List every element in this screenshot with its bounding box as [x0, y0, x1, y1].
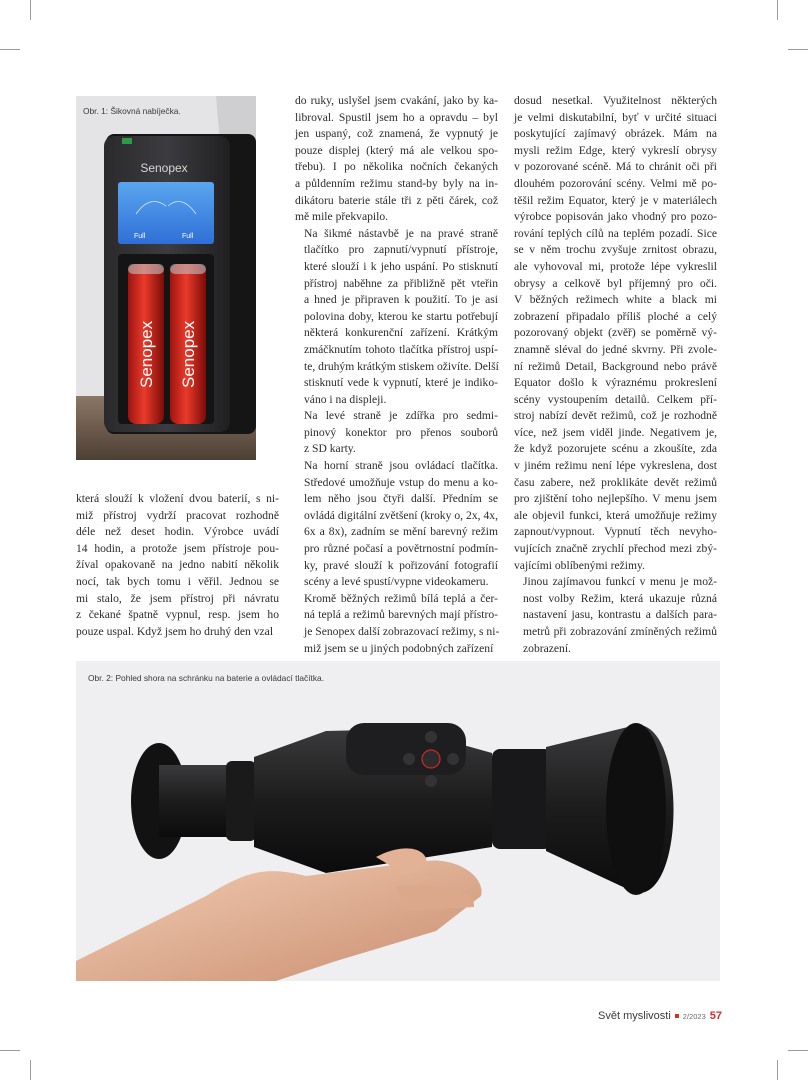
text-line: te, druhým krátkým stiskem oživíte. Delší	[304, 359, 499, 373]
text-line: Jinou zajímavou funkcí v menu je mož-	[523, 575, 717, 589]
paragraph	[295, 458, 498, 591]
crop-mark	[0, 49, 20, 50]
text-line: pouze displej (který má ale velkou spo-	[295, 143, 498, 157]
text-line: výrobce popisován jako vhodný pro pozo-	[514, 210, 717, 224]
text-line: pinový konektor pro přenos souborů	[304, 425, 498, 439]
text-column-3	[514, 93, 717, 657]
text-line: mysli režim Edge, který vykreslí obrysy	[514, 143, 717, 157]
magazine-name: Svět myslivosti	[598, 1010, 671, 1022]
text-line: ní režimů Detail, Background nebo právě	[514, 359, 717, 373]
text-line: pozorovaný objekt (zvěř) se poměrně vý-	[514, 326, 717, 340]
text-line: polovina doby, kterou ke startu potřebují	[304, 309, 498, 323]
figure-1-caption: Obr. 1: Šikovná nabíječka.	[83, 106, 181, 116]
text-line: zobrazení připadalo příliš ploché a celý	[514, 309, 717, 323]
text-line: nastavení jasu, kontrastu a dalších para-	[523, 608, 717, 622]
text-line: pouze uspal. Když jsem ho druhý den vzal	[76, 624, 274, 638]
text-line: tlačítko pro zapnutí/vypnutí přístroje,	[304, 243, 498, 257]
text-line: vajícími oblíbenými režimy.	[514, 558, 645, 572]
text-line: ky, pravé slouží k pořizování fotografií	[304, 558, 498, 572]
text-line: Equator došlo k výraznému prokreslení	[514, 376, 717, 390]
battery-left-label: Senopex	[137, 320, 156, 388]
crop-mark	[788, 49, 808, 50]
page-number: 57	[709, 1010, 722, 1022]
text-line: libroval. Spustil jsem ho a opravdu – byl	[295, 110, 498, 124]
text-line: V běžných režimech white a black mi	[514, 293, 717, 307]
text-line: z čekané špatně vypnul, resp. jsem ho	[76, 608, 279, 622]
charger-illustration	[76, 96, 256, 460]
crop-mark	[777, 1060, 778, 1080]
text-line: mi stalo, že jsem přístroj při návratu	[76, 591, 279, 605]
text-line: žíval opakovaně na jedno nabití několik	[76, 558, 279, 572]
figure-2-caption: Obr. 2: Pohled shora na schránku na baterie a ovládací tlačítka.	[88, 673, 325, 683]
text-line: lem něho jsou čtyři další. Předním se	[304, 492, 498, 506]
crop-mark	[0, 1050, 20, 1051]
text-line: Kromě běžných režimů bílá teplá a čer-	[304, 591, 498, 605]
text-line: Středové umožňuje vstup do menu a ko-	[304, 475, 498, 489]
text-line: do ruky, uslyšel jsem cvakání, jako by ka-	[295, 94, 498, 107]
figure-2-scope-photo	[76, 661, 720, 981]
paragraph	[295, 591, 498, 657]
display-right-status: Full	[182, 233, 194, 240]
paragraph	[514, 574, 717, 657]
text-column-1	[76, 491, 279, 640]
text-line: z SD karty.	[304, 442, 356, 456]
paragraph	[295, 408, 498, 458]
figure-1-charger-photo	[76, 96, 256, 460]
text-line: jen uspaný, což znamená, že vypnutý je	[295, 127, 498, 141]
text-line: která slouží k vložení dvou baterií, s ni-	[76, 492, 279, 505]
text-line: miž přístroj vydrží pracovat rozhodně	[76, 508, 279, 522]
text-line: a hned je připraven k použití. To je asi	[304, 293, 498, 307]
text-line: 6x a 8x), zadním se mění barevný režim	[304, 525, 498, 539]
text-line: některá konkurenční zařízení. Krátkým	[304, 326, 498, 340]
paragraph	[514, 93, 717, 574]
text-line: stroj nabízí devět režimů, což je rozhodně	[514, 409, 717, 423]
scope-illustration	[76, 661, 720, 981]
issue-number: 2/2023	[682, 1012, 706, 1021]
crop-mark	[30, 1060, 31, 1080]
text-line: třebu). I po několika nočních čekaných	[295, 160, 498, 174]
text-line: scény a levé spustí/vypne videokameru.	[304, 575, 489, 589]
text-line: se v něm trochu zvyšuje zrnitost obrazu,	[514, 243, 717, 257]
text-line: pro různé počasí a povětrnostní podmín-	[304, 542, 498, 556]
text-line: Na levé straně je zdířka pro sedmi-	[304, 409, 498, 423]
text-line: které slouží i k jeho uspání. Po stisknutí	[304, 259, 498, 273]
text-line: více, než jsem viděl jinde. Negativem je,	[514, 425, 717, 439]
text-line: že když pozorujete scénu a zkoušíte, zda	[514, 442, 717, 456]
text-line: váno i na displeji.	[304, 392, 387, 406]
text-line: vujících značně zrychlí přechod mezi zbý-	[514, 542, 717, 556]
text-line: dosud nesetkal. Využitelnost některých	[514, 94, 717, 107]
paragraph	[295, 226, 498, 409]
text-line: v pozorované scéně. Má to chránit oči při	[514, 160, 717, 174]
text-line: ale objevil funkci, která umožňuje režimy	[514, 508, 717, 522]
text-line: Na šikmé nástavbě je na pravé straně	[304, 226, 498, 240]
accent-square-icon	[675, 1014, 679, 1018]
text-line: ná teplá a režimů barevných mají přístro-	[304, 608, 498, 622]
paragraph	[76, 491, 279, 640]
text-line: rování teplých cílů na teplém pozadí. Sice	[514, 226, 717, 240]
battery-right-label: Senopex	[179, 320, 198, 388]
text-line: déle než deset hodin. Výrobce uvádí	[76, 525, 279, 539]
text-line: ovládá digitální zvětšení (kroky o, 2x, 4x,	[304, 508, 498, 522]
text-line: miž jsem se u jiných podobných zařízení	[304, 641, 494, 655]
text-line: zobrazení.	[523, 641, 571, 655]
text-line: pro zjištění toho nejlepšího. V menu jsem	[514, 492, 717, 506]
text-line: metrů při zobrazování zmíněných režimů	[523, 625, 717, 638]
page-footer	[598, 1010, 722, 1022]
text-line: zapnout/vypnout. Vypnutí těch nevyho-	[514, 525, 717, 539]
text-line: a půldenním režimu stand-by byly na in-	[295, 176, 498, 190]
text-line: zmáčknutím tohoto tlačítka přístroj uspí-	[304, 342, 498, 356]
display-left-status: Full	[134, 233, 146, 240]
text-line: scény vystoupením detailů. Celkem pří-	[514, 392, 717, 406]
text-line: obrysy a celkově byl příjemný pro oči.	[514, 276, 717, 290]
text-line: přístroj naběhne za přibližně pět vteřin	[304, 276, 498, 290]
crop-mark	[788, 1050, 808, 1051]
text-line: poskytující zajímavý obrázek. Mám na	[514, 127, 717, 141]
charger-brand-label: Senopex	[140, 161, 188, 175]
text-line: je velmi diskutabilní, byť v určité situaci	[514, 110, 717, 124]
text-line: 14 hodin, a protože jsem přístroje pou-	[76, 541, 279, 555]
paragraph	[295, 93, 498, 226]
text-line: nost volby Režim, která ukazuje různá	[523, 591, 717, 605]
text-line: nocí, tak bych tomu i věřil. Jednou se	[76, 574, 279, 588]
text-column-2	[295, 93, 498, 657]
text-line: těšil režim Equator, který je v materiálech	[514, 193, 717, 207]
text-line: mě mile překvapilo.	[295, 210, 389, 224]
text-line: času zabere, než proklikáte devět režimů	[514, 475, 717, 489]
crop-mark	[30, 0, 31, 20]
crop-mark	[777, 0, 778, 20]
text-line: dlouhém pozorování scény. Velmi mě po-	[514, 176, 717, 190]
text-line: stisknutí vede k vypnutí, které je indiko-	[304, 376, 498, 390]
text-line: dikátoru baterie stále tři z pěti čárek, což	[295, 193, 498, 207]
text-line: znamně sléval do jedné skvrny. Při zvole-	[514, 342, 717, 356]
text-line: v jiném režimu není lépe vykreslena, dost	[514, 459, 717, 473]
text-line: ale vyhovoval mi, protože lépe vykreslil	[514, 259, 717, 273]
text-line: je Senopex další zobrazovací režimy, s ni-	[304, 625, 500, 638]
text-line: Na horní straně jsou ovládací tlačítka.	[304, 459, 498, 473]
